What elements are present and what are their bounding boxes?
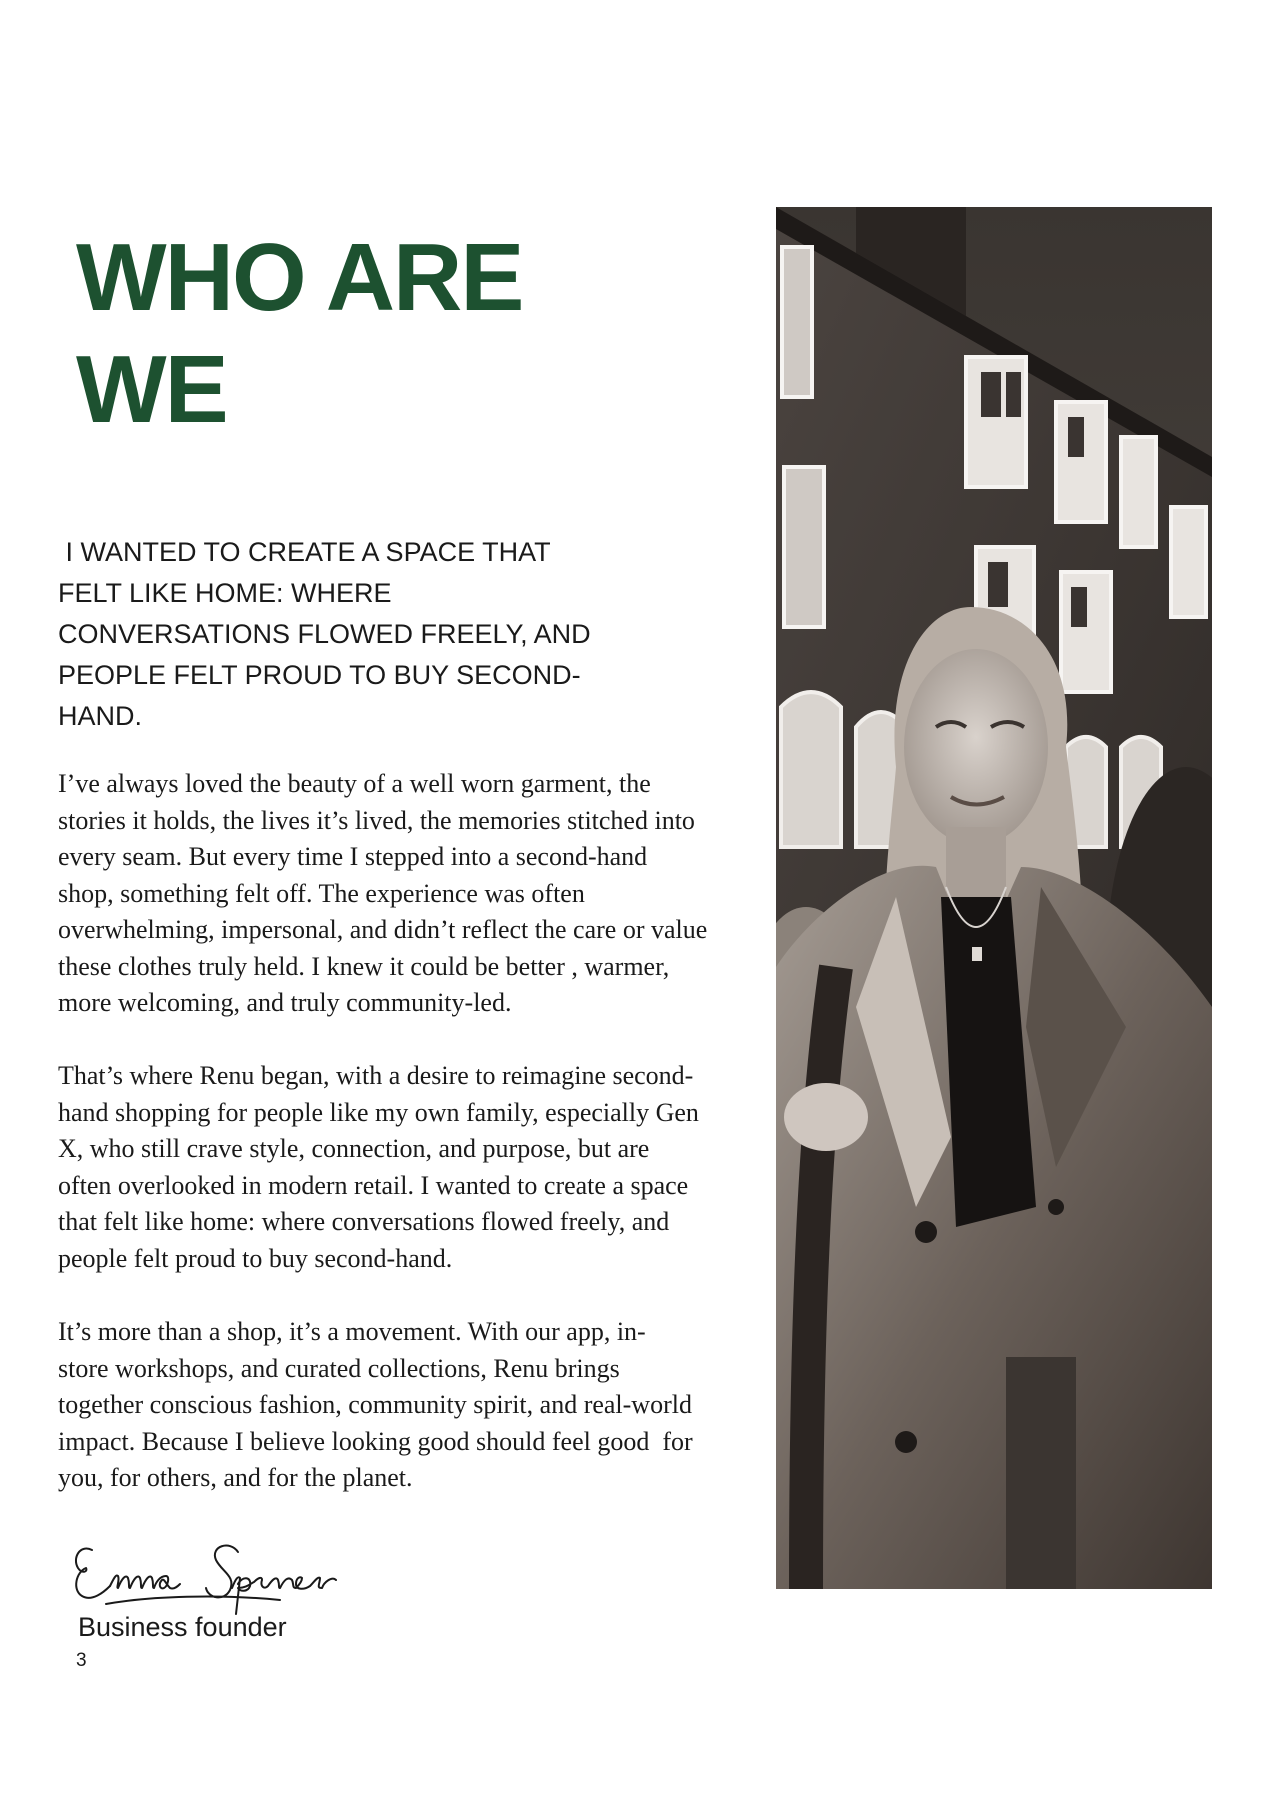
paragraph-line: That’s where Renu began, with a desire to reimagine second-	[58, 1061, 694, 1090]
paragraph-line: stories it holds, the lives it’s lived, the memories stitched into	[58, 805, 695, 835]
founder-photo	[776, 207, 1212, 1589]
page-title-line-2: WE	[76, 336, 227, 443]
paragraph-line: you, for others, and for the planet.	[58, 1463, 413, 1492]
paragraph-line: these clothes truly held. I knew it could be better , warmer,	[58, 951, 670, 981]
paragraph-line: together conscious fashion, community spirit, and real-world	[58, 1390, 692, 1419]
paragraph-line: every seam. But every time I stepped into a second-hand	[58, 842, 648, 871]
paragraph-line: people felt proud to buy second-hand.	[58, 1243, 453, 1273]
page-title	[76, 222, 636, 446]
paragraph-line: X, who still crave style, connection, and purpose, but are	[58, 1134, 650, 1163]
body-paragraph-1	[58, 766, 758, 1022]
paragraph-line: shop, something felt off. The experience was often	[58, 878, 585, 908]
lead-line: PEOPLE FELT PROUD TO BUY SECOND-	[58, 660, 581, 690]
paragraph-line: store workshops, and curated collections, Renu brings	[58, 1353, 620, 1383]
lead-line: I WANTED TO CREATE A SPACE THAT	[58, 537, 551, 567]
page-title-line-1: WHO ARE	[76, 224, 523, 331]
paragraph-line: often overlooked in modern retail. I wanted to create a space	[58, 1170, 689, 1200]
portrait-photo	[776, 207, 1212, 1589]
paragraph-line: that felt like home: where conversations flowed freely, and	[58, 1207, 670, 1236]
lead-line: CONVERSATIONS FLOWED FREELY, AND	[58, 619, 591, 649]
lead-line: FELT LIKE HOME: WHERE	[58, 578, 392, 608]
paragraph-line: It’s more than a shop, it’s a movement. With our app, in-	[58, 1317, 646, 1346]
body-paragraph-2	[58, 1058, 758, 1277]
founder-role: Business founder	[78, 1612, 287, 1642]
body-paragraph-3	[58, 1314, 758, 1497]
paragraph-line: more welcoming, and truly community-led.	[58, 988, 512, 1017]
paragraph-line: I’ve always loved the beauty of a well worn garment, the	[58, 769, 651, 798]
page-number: 3	[76, 1650, 87, 1671]
paragraph-line: overwhelming, impersonal, and didn’t reflect the care or value	[58, 915, 708, 944]
paragraph-line: impact. Because I believe looking good should feel good for	[58, 1426, 693, 1456]
signature	[70, 1532, 390, 1618]
lead-quote	[58, 532, 658, 737]
lead-line: HAND.	[58, 701, 143, 731]
paragraph-line: hand shopping for people like my own family, especially Gen	[58, 1097, 699, 1127]
